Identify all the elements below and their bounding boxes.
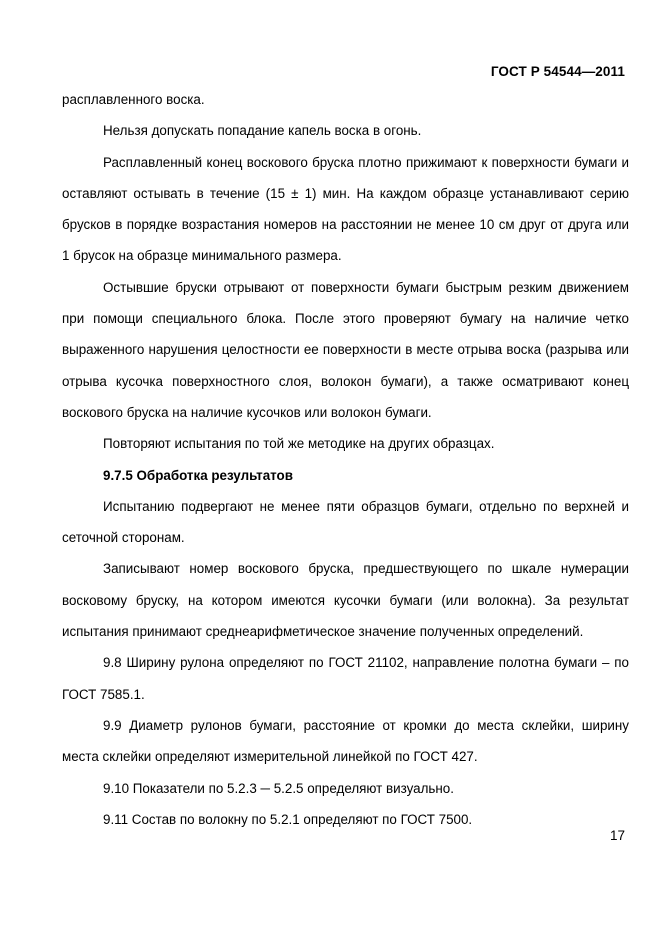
paragraph-sample-count: Испытанию подвергают не менее пяти образцов бумаги, отдельно по верхней и сеточной сторонам. <box>62 498 629 546</box>
document-body <box>62 84 629 835</box>
paragraph-continuation: расплавленного воска. <box>62 92 205 107</box>
paragraph-wax-warning: Нельзя допускать попадание капель воска в огонь. <box>103 123 422 139</box>
paragraph-section-9-11: 9.11 Состав по волокну по 5.2.1 определяют по ГОСТ 7500. <box>103 811 473 827</box>
page-number: 17 <box>609 828 625 843</box>
paragraph-section-9-10: 9.10 Показатели по 5.2.3 ─ 5.2.5 определяют визуально. <box>103 780 454 796</box>
paragraph-section-9-8: 9.8 Ширину рулона определяют по ГОСТ 21102, направление полотна бумаги – по ГОСТ 7585.1. <box>62 655 629 702</box>
paragraph-repeat-tests: Повторяют испытания по той же методике на других образцах. <box>103 436 495 452</box>
paragraph-record-result: Записывают номер воскового бруска, предшествующего по шкале нумерации восковому бруску, на котором имеются кусочки бумаги (или волокна). За результат испытания принимают среднеарифметическое значение полученных определений. <box>62 561 629 640</box>
paragraph-wax-application: Расплавленный конец воскового бруска плотно прижимают к поверхности бумаги и оставляют остывать в течение (15 ± 1) мин. На каждом образце устанавливают серию брусков в порядке возрастания номеров на расстоянии не менее 10 см друг от друга или 1 брусок на образце минимального размера. <box>62 154 629 264</box>
paragraph-wax-removal: Остывшие бруски отрывают от поверхности бумаги быстрым резким движением при помощи специального блока. После этого проверяют бумагу на наличие четко выраженного нарушения целостности ее поверхности в месте отрыва воска (разрыва или отрыва кусочка поверхностного слоя, волокон бумаги), а также осматривают конец воскового бруска на наличие кусочков или волокон бумаги. <box>62 279 629 420</box>
standard-designation: ГОСТ Р 54544—2011 <box>490 64 625 79</box>
section-heading-results: 9.7.5 Обработка результатов <box>103 467 293 483</box>
paragraph-section-9-9: 9.9 Диаметр рулонов бумаги, расстояние от кромки до места склейки, ширину места склейки определяют измерительной линейкой по ГОСТ 427. <box>62 717 629 765</box>
